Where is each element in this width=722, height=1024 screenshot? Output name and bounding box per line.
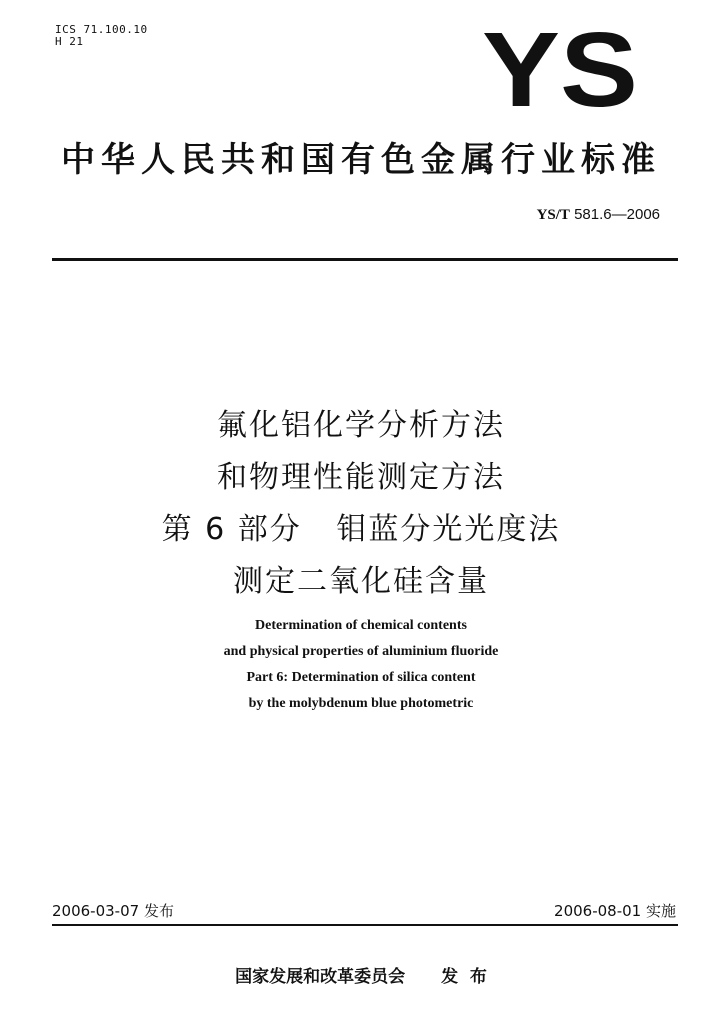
chinese-title-line-2: 和物理性能测定方法 [217,460,505,495]
chinese-title-line-3: 第 6 部分 钼蓝分光光度法 [161,512,561,547]
english-title-line-1: Determination of chemical contents [255,618,467,633]
header-divider [52,258,678,261]
issuer-action: 发 布 [441,967,487,987]
chinese-title-line-4: 测定二氧化硅含量 [233,564,489,599]
english-title-line-3: Part 6: Determination of silica content [246,670,476,685]
classification-codes [55,24,148,48]
issuing-industry-title: 中华人民共和国有色金属行业标准 [61,140,661,180]
class-code: H 21 [55,35,84,48]
standard-number-value: 581.6—2006 [574,206,660,223]
standard-number [537,206,660,224]
standard-prefix: YS/T [536,207,570,223]
english-title [0,613,722,717]
ics-code: ICS 71.100.10 [55,23,148,36]
ys-logo [480,18,640,114]
chinese-title [0,400,722,608]
implementation-date: 2006-08-01 实施 [554,902,676,920]
footer-divider [52,924,678,926]
chinese-title-line-1: 氟化铝化学分析方法 [217,408,505,443]
ys-logo-text: YS [482,18,638,114]
issuer-line [0,962,722,987]
issue-date: 2006-03-07 发布 [52,902,174,920]
issuer-name: 国家发展和改革委员会 [235,967,406,987]
english-title-line-4: by the molybdenum blue photometric [248,696,474,711]
english-title-line-2: and physical properties of aluminium fluoride [223,644,499,659]
